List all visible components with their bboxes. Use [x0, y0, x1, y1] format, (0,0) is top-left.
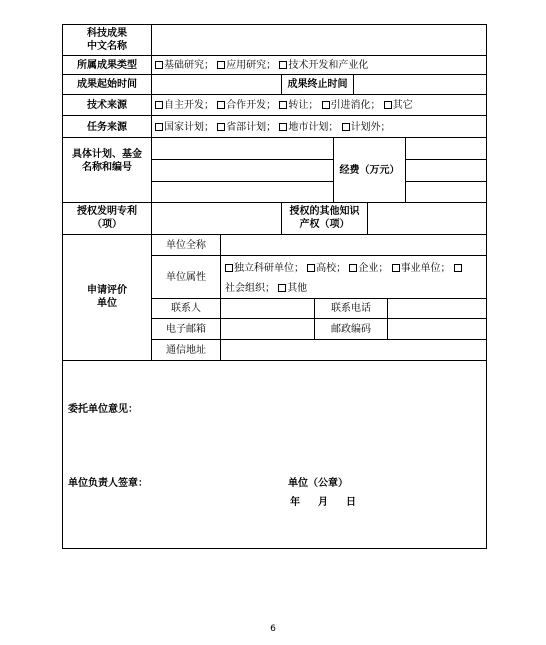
- checkbox[interactable]: [454, 264, 462, 272]
- start-time-field[interactable]: [151, 74, 282, 95]
- end-time-field[interactable]: [353, 74, 487, 95]
- tech-source-options: [155, 99, 413, 112]
- checkbox[interactable]: [217, 123, 225, 131]
- tech-source-option-self: 自主开发；: [164, 100, 214, 111]
- funding-field-2[interactable]: [405, 159, 487, 182]
- task-source-option-municipal: 地市计划；: [288, 122, 339, 133]
- unit-type-option-public: 事业单位；: [400, 263, 451, 274]
- plan-field-3[interactable]: [151, 181, 334, 203]
- opinion-label: 委托单位意见：: [68, 404, 138, 415]
- opinion-cell[interactable]: [62, 360, 487, 549]
- task-source-option-national: 国家计划；: [164, 122, 214, 133]
- start-time-label: 成果起始时间: [77, 79, 137, 90]
- checkbox[interactable]: [279, 101, 287, 109]
- plan-field-1[interactable]: [151, 137, 334, 160]
- unit-type-options-line2: [225, 282, 307, 295]
- task-source-option-provincial: 省部计划；: [226, 122, 277, 133]
- checkbox[interactable]: [392, 264, 400, 272]
- checkbox[interactable]: [225, 264, 233, 272]
- funding-field-1[interactable]: [405, 137, 487, 160]
- unit-type-option-enterprise: 企业；: [358, 263, 389, 274]
- checkbox[interactable]: [217, 61, 225, 69]
- signature-label: 单位负责人签章：: [68, 478, 148, 489]
- unit-type-option-university: 高校；: [316, 263, 347, 274]
- checkbox[interactable]: [349, 264, 357, 272]
- phone-field[interactable]: [387, 298, 487, 319]
- email-field[interactable]: [220, 318, 315, 340]
- unit-name-field[interactable]: [220, 234, 487, 256]
- plan-label: 具体计划、基金 名称和编号: [72, 149, 142, 173]
- funding-label: 经费（万元）: [339, 165, 400, 176]
- checkbox[interactable]: [278, 284, 286, 292]
- date-month: 月: [318, 497, 328, 508]
- category-option-applied: 应用研究；: [226, 60, 277, 71]
- patent-field[interactable]: [151, 202, 282, 235]
- address-label: 通信地址: [166, 345, 206, 356]
- other-ip-field[interactable]: [367, 202, 487, 235]
- patent-label: 授权发明专利 （项）: [77, 206, 137, 230]
- category-options: [155, 59, 368, 72]
- tech-source-label: 技术来源: [87, 100, 127, 111]
- unit-type-option-social: 社会组织；: [225, 283, 275, 294]
- page-number: 6: [270, 624, 276, 634]
- checkbox[interactable]: [279, 61, 287, 69]
- tech-source-option-import: 引进消化；: [330, 100, 381, 111]
- task-source-options: [155, 121, 391, 134]
- phone-label: 联系电话: [331, 303, 371, 314]
- applicant-label: 申请评价 单位: [87, 285, 127, 309]
- tech-source-option-transfer: 转让；: [288, 100, 319, 111]
- checkbox[interactable]: [217, 101, 225, 109]
- checkbox[interactable]: [307, 264, 315, 272]
- result-name-field[interactable]: [151, 24, 487, 56]
- date-year: 年: [290, 497, 300, 508]
- unit-type-label: 单位属性: [166, 272, 206, 283]
- unit-name-label: 单位全称: [166, 240, 206, 251]
- unit-type-option-other: 其他: [287, 283, 308, 294]
- result-name-label: 科技成果 中文名称: [87, 28, 127, 52]
- category-option-development: 技术开发和产业化: [288, 60, 369, 71]
- checkbox[interactable]: [322, 101, 330, 109]
- unit-type-option-institute: 独立科研单位；: [234, 263, 304, 274]
- other-ip-label: 授权的其他知识 产权（项）: [289, 206, 360, 230]
- task-source-option-unplanned: 计划外；: [350, 122, 391, 133]
- contact-field[interactable]: [220, 298, 315, 319]
- date-day: 日: [346, 497, 356, 508]
- checkbox[interactable]: [155, 123, 163, 131]
- checkbox[interactable]: [279, 123, 287, 131]
- plan-field-2[interactable]: [151, 159, 334, 182]
- funding-field-3[interactable]: [405, 181, 487, 203]
- checkbox[interactable]: [384, 101, 392, 109]
- contact-label: 联系人: [171, 303, 201, 314]
- checkbox[interactable]: [155, 61, 163, 69]
- address-field[interactable]: [220, 339, 487, 361]
- postcode-label: 邮政编码: [331, 324, 371, 335]
- seal-label: 单位（公章）: [288, 478, 348, 489]
- category-label: 所属成果类型: [77, 60, 137, 71]
- unit-type-options-line1: [225, 262, 463, 275]
- end-time-label: 成果终止时间: [287, 79, 348, 90]
- tech-source-option-other: 其它: [392, 100, 413, 111]
- email-label: 电子邮箱: [166, 324, 206, 335]
- category-option-basic: 基础研究；: [164, 60, 214, 71]
- checkbox[interactable]: [155, 101, 163, 109]
- checkbox[interactable]: [342, 123, 350, 131]
- tech-source-option-cooperation: 合作开发；: [226, 100, 277, 111]
- task-source-label: 任务来源: [87, 122, 127, 133]
- postcode-field[interactable]: [387, 318, 487, 340]
